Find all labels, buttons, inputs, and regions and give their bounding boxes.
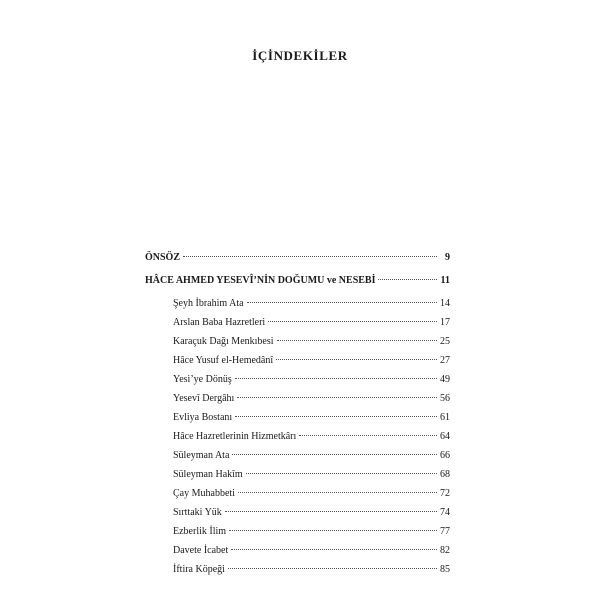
entry-title: Davete İcabet [173, 545, 229, 556]
entry-title: Karaçuk Dağı Menkıbesi [173, 336, 274, 347]
page-number: 14 [440, 298, 450, 309]
dot-leader [225, 511, 437, 512]
entry-title: Ezberlik İlim [173, 526, 227, 537]
toc-entry[interactable] [145, 541, 450, 560]
page-number: 66 [440, 450, 450, 461]
page-number: 27 [440, 355, 450, 366]
page-number: 61 [440, 412, 450, 423]
page-number: 64 [440, 431, 450, 442]
dot-leader [277, 340, 437, 341]
toc-entry[interactable] [145, 465, 450, 484]
dot-leader [246, 473, 437, 474]
page-number: 11 [440, 275, 450, 286]
toc-heading: İÇİNDEKİLER [252, 48, 348, 63]
toc-entry[interactable] [145, 408, 450, 427]
toc-entry[interactable] [145, 522, 450, 541]
entry-title: Sırttaki Yük [173, 507, 222, 518]
dot-leader [183, 256, 437, 257]
entry-title: Yesi’ye Dönüş [173, 374, 232, 385]
dot-leader [231, 549, 437, 550]
toc-entry[interactable] [145, 370, 450, 389]
dot-leader [229, 530, 437, 531]
page-number: 56 [440, 393, 450, 404]
page-number: 72 [440, 488, 450, 499]
toc-entry[interactable] [145, 294, 450, 313]
entry-title: Çay Muhabbeti [173, 488, 235, 499]
page-number: 85 [440, 564, 450, 575]
toc-entry[interactable] [145, 313, 450, 332]
page-number: 25 [440, 336, 450, 347]
entry-title: Hâce Yusuf el-Hemedânî [173, 355, 274, 366]
entry-title: HÂCE AHMED YESEVÎ’NİN DOĞUMU ve NESEBİ [145, 275, 376, 286]
dot-leader [238, 492, 437, 493]
page-number: 17 [440, 317, 450, 328]
toc-entry[interactable] [145, 560, 450, 579]
entry-title: Şeyh İbrahim Ata [173, 298, 244, 309]
toc-entry-chapter[interactable] [145, 271, 450, 290]
page-number: 82 [440, 545, 450, 556]
toc-entry[interactable] [145, 503, 450, 522]
entry-title: Arslan Baba Hazretleri [173, 317, 266, 328]
toc-entry-onsoz[interactable] [145, 248, 450, 267]
dot-leader [299, 435, 437, 436]
page-number: 74 [440, 507, 450, 518]
entry-title: Yesevî Dergâhı [173, 393, 235, 404]
entry-title: Süleyman Hakîm [173, 469, 243, 480]
page-number: 9 [445, 252, 450, 263]
entry-title: ÖNSÖZ [145, 252, 181, 263]
dot-leader [268, 321, 437, 322]
toc-entry[interactable] [145, 484, 450, 503]
toc-entry[interactable] [145, 389, 450, 408]
entry-title: İftira Köpeği [173, 564, 225, 575]
dot-leader [235, 378, 437, 379]
dot-leader [378, 279, 437, 280]
entry-title: Süleyman Ata [173, 450, 230, 461]
dot-leader [276, 359, 437, 360]
dot-leader [247, 302, 437, 303]
page-number: 49 [440, 374, 450, 385]
dot-leader [237, 397, 437, 398]
toc-entry[interactable] [145, 446, 450, 465]
page-number: 68 [440, 469, 450, 480]
dot-leader [232, 454, 437, 455]
toc-entry[interactable] [145, 351, 450, 370]
page-number: 77 [440, 526, 450, 537]
toc-entry[interactable] [145, 332, 450, 351]
table-of-contents [145, 248, 450, 579]
toc-entry[interactable] [145, 427, 450, 446]
entry-title: Hâce Hazretlerinin Hizmetkârı [173, 431, 297, 442]
dot-leader [235, 416, 437, 417]
dot-leader [228, 568, 437, 569]
entry-title: Evliya Bostanı [173, 412, 233, 423]
